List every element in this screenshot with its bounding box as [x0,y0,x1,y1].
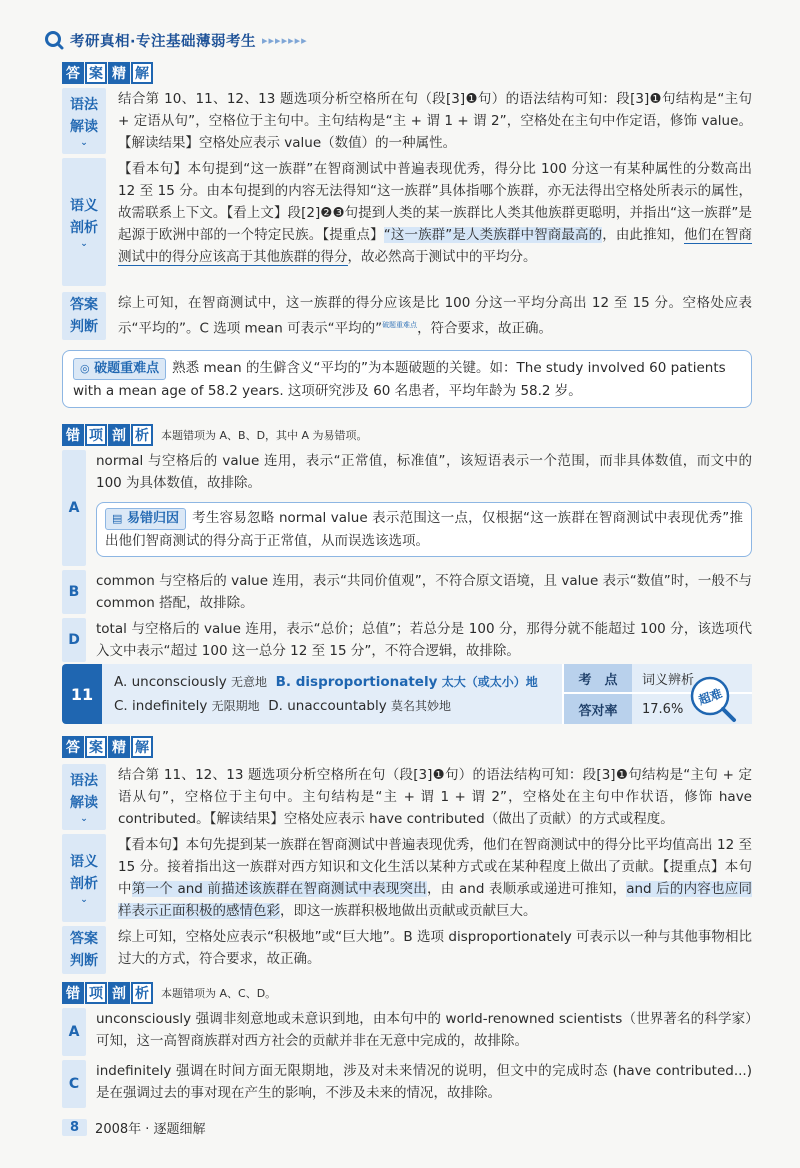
header-arrows: ▸▸▸▸▸▸▸ [262,33,308,47]
book-icon: ▤ [112,512,123,525]
section-title-wrong: 错 项 剖 析 本题错项为 A、B、D，其中 A 为易错项。 [62,424,368,446]
option-letter: A [62,1008,86,1056]
grammar-text: 结合第 10、11、12、13 题选项分析空格所在句（段[3]❶句）的语法结构可知：段[3]❶句结构是“主句 + 定语从句”，空格位于主句中。主句结构是“主 + 谓 1 + 谓 2”，空格处在主句中作定语，修饰 value。【解读结果】空格处应表示 value（数值）的一种属性。 [118,91,752,151]
section-title-answer-11: 答 案 精 解 [62,736,153,758]
chevron-down-icon: ⌄ [80,895,88,905]
option-row-a [62,450,752,566]
grammar-label: 语法 解读 ⌄ [62,764,106,830]
page-header [44,26,308,54]
chevron-down-icon: ⌄ [80,239,88,249]
magnifier-logo-icon [44,30,64,50]
underlined-text: 他们在智商测试中的得分应该高于其他族群的得分 [118,227,753,265]
judgment-label: 答案 判断 [62,292,106,340]
question-options: A. unconsciously 无意地 B. disproportionately 太大（或太小）地 C. indefinitely 无限期地 D. unaccountably 莫名其妙地 [102,664,562,724]
wrong-note: 本题错项为 A、B、D，其中 A 为易错项。 [161,429,368,442]
semantic-label: 语义 剖析 ⌄ [62,158,106,286]
option-b-text: common 与空格后的 value 连用，表示“共同价值观”，不符合原文语境，且 value 表示“数值”时，一般不与 common 搭配，故排除。 [96,573,752,611]
tip-box-mistake [96,502,752,557]
grammar-row-11 [62,764,752,830]
section-title-wrong-11: 错 项 剖 析 本题错项为 A、C、D。 [62,982,276,1004]
option-c-text-11: indefinitely 强调在时间方面无限期地，涉及对未来情况的说明，但文中的完成时态 (have contributed...) 是在强调过去的事对现在产生的影响，不涉及未来的情况，故排除。 [96,1063,752,1101]
tip-text: 熟悉 mean 的生僻含义“平均的”为本题破题的关键。如：The study involved 60 patients with a mean age of 58.2 years. 这项研究涉及 60 名患者，平均年龄为 58.2 岁。 [73,360,726,399]
semantic-text-11: 【看本句】本句先提到某一族群在智商测试中普遍表现优秀，他们在智商测试中的得分比平均值高出 12 至 15 分。接着指出这一族群对西方知识和文化生活以某种方式或在某种程度上做出了贡献。【提重点】本句中第一个 and 前描述该族群在智商测试中表现突出，由 and 表顺承或递进可推知，and 后的内容也应同样表示正面积极的感情色彩，即这一族群积极地做出贡献或贡献巨大。 [118,837,752,919]
option-d-text: total 与空格后的 value 连用，表示“总价；总值”；若总分是 100 分，那得分就不能超过 100 分，该选项代入文中表示“超过 100 这一总分 12 至 15 分”，不符合逻辑，故排除。 [96,621,752,659]
target-icon: ◎ [80,362,90,375]
judgment-text: 综上可知，在智商测试中，这一族群的得分应该是比 100 分这一平均分高出 12 至 15 分。空格处应表示“平均的”。C 选项 mean 可表示“平均的”$^{破题重难点}$，符合要求，故正确。 [118,295,752,337]
option-c: C. indefinitely [114,698,208,714]
option-b-correct: B. disproportionately [275,674,438,690]
judgment-row-11 [62,926,752,974]
highlight-text: and 后的内容也应同样表示正面积极的感情色彩 [118,881,752,919]
grammar-row [62,88,752,154]
question-11-band [62,664,752,724]
small-note: 破题重难点 [382,321,418,329]
semantic-label: 语义 剖析 ⌄ [62,834,106,922]
chevron-down-icon: ⌄ [80,138,88,148]
section-title-answer: 答 案 精 解 [62,62,153,84]
judgment-text-11: 综上可知，空格处应表示“积极地”或“巨大地”。B 选项 disproportionately 可表示以一种与其他事物相比过大的方式，符合要求，故正确。 [118,929,752,967]
chevron-down-icon: ⌄ [80,814,88,824]
option-d: D. unaccountably [268,698,387,714]
option-a-text-11: unconsciously 强调非刻意地或未意识到地，由本句中的 world-renowned scientists（世界著名的科学家）可知，这一高智商族群对西方社会的贡献并非在无意中完成的，故排除。 [96,1011,752,1049]
difficulty-stamp-icon [688,674,738,724]
meta-topic: 词义辨析 [642,672,695,688]
svg-text:超难: 超难 [696,686,725,708]
tip-tag-key: ◎ 破题重难点 [73,358,166,380]
option-letter: D [62,618,86,662]
meta-accuracy: 17.6% [642,701,684,717]
option-a-text: normal 与空格后的 value 连用，表示“正常值，标准值”，该短语表示一个范围，而非具体数值，而文中的 100 为具体数值，故排除。 [96,453,752,491]
header-title: 考研真相·专注基础薄弱考生 [70,33,257,50]
judgment-row [62,292,752,340]
semantic-row [62,158,752,286]
tip-box-key [62,350,752,408]
option-row-d [62,618,752,662]
grammar-label: 语法 解读 ⌄ [62,88,106,154]
option-letter: A [62,450,86,566]
tip-tag-mistake: ▤ 易错归因 [105,508,186,530]
option-a: A. unconsciously [114,674,227,690]
semantic-row-11 [62,834,752,922]
page-footer [62,1118,206,1137]
option-row-b [62,570,752,614]
highlight-text: 第一个 and 前描述该族群在智商测试中表现突出 [131,881,428,897]
option-letter: C [62,1060,86,1108]
footer-title: 2008年 · 逐题细解 [95,1122,206,1137]
wrong-note-11: 本题错项为 A、C、D。 [161,987,277,1000]
option-row-c-11 [62,1060,752,1108]
grammar-text-11: 结合第 11、12、13 题选项分析空格所在句（段[3]❶句）的语法结构可知：段[3]❶句结构是“主句 + 定语从句”，空格位于主句中。主句结构是“主 + 谓 1 + 谓 2”，空格处在主句中作状语，修饰 have contributed。【解读结果】空格处应表示 have contributed（做出了贡献）的方式或程度。 [118,767,752,827]
question-number: 11 [62,664,102,724]
mistake-text: 考生容易忽略 normal value 表示范围这一点，仅根据“这一族群在智商测试中表现优秀”推出他们智商测试的得分高于正常值，从而误选该选项。 [105,510,743,549]
page-number: 8 [62,1119,87,1136]
judgment-label: 答案 判断 [62,926,106,974]
highlight-text: “这一族群”是人类族群中智商最高的 [383,227,603,243]
semantic-text: 【看本句】本句提到“这一族群”在智商测试中普遍表现优秀，得分比 100 分这一有某种属性的分数高出 12 至 15 分。由本句提到的内容无法得知“这一族群”具体指哪个族群，亦无法得出空格处所表示的属性，故需联系上下文。【看上文】段[2]❷❸句提到人类的某一族群比人类其他族群更聪明，并指出“这一族群”是起源于欧洲中部的一个特定民族。【提重点】“这一族群”是人类族群中智商最高的，由此推知，他们在智商测试中的得分应该高于其他族群的得分，故必然高于测试中的平均分。 [118,161,753,265]
option-letter: B [62,570,86,614]
option-row-a-11 [62,1008,752,1056]
question-meta: 考 点 词义辨析 答对率 17.6% 超难 [562,664,752,724]
